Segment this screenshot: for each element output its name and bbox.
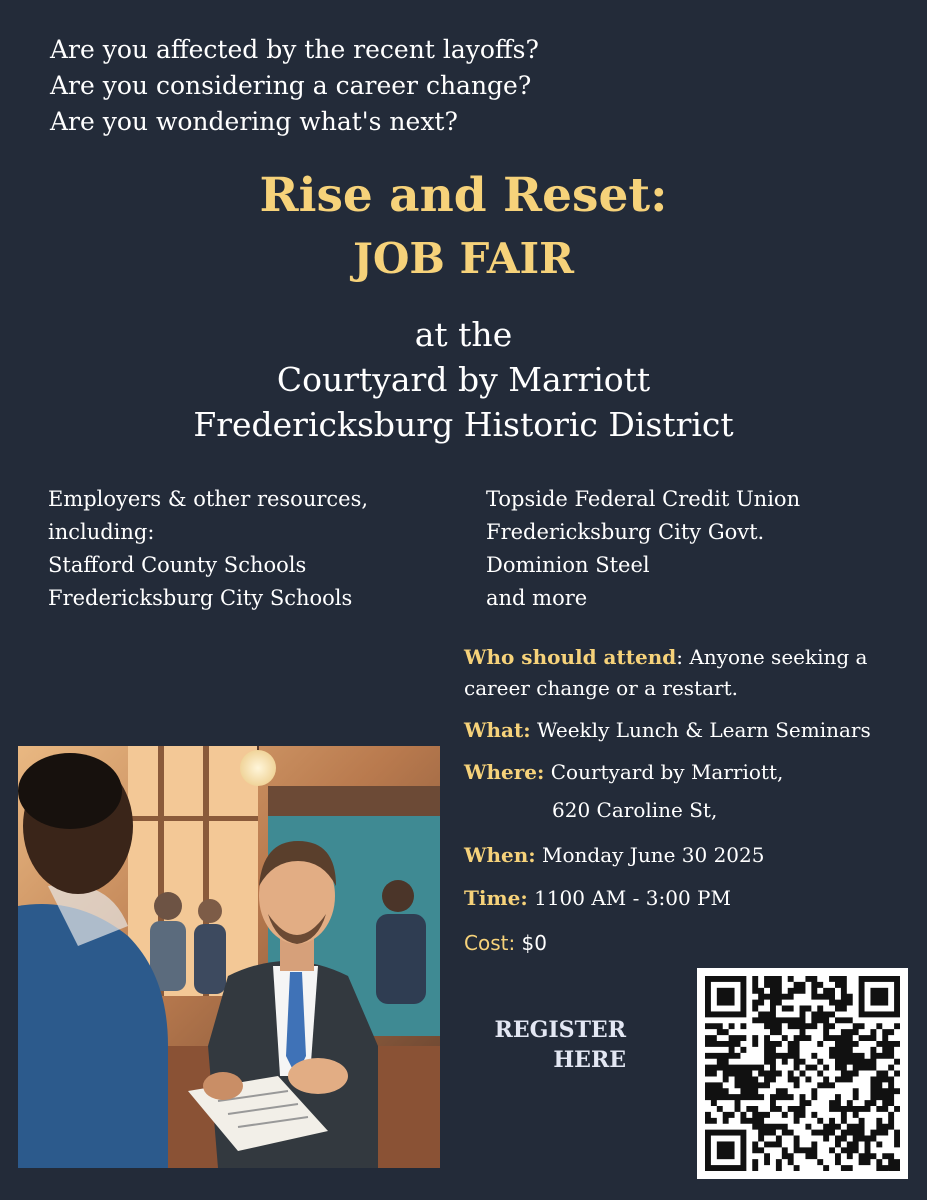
when-label: When: bbox=[464, 843, 536, 867]
venue-block bbox=[0, 312, 927, 447]
who-value-2: career change or a restart. bbox=[464, 676, 738, 700]
when-value: Monday June 30 2025 bbox=[535, 843, 765, 867]
employers-left-line: Stafford County Schools bbox=[48, 553, 307, 577]
who-should-attend-cont bbox=[464, 673, 738, 704]
who-should-attend bbox=[464, 642, 867, 673]
employers-right-line: Fredericksburg City Govt. bbox=[486, 520, 765, 544]
employers-left-line: Employers & other resources, bbox=[48, 487, 369, 511]
register-line-1: REGISTER bbox=[494, 1017, 626, 1043]
employers-right-line: and more bbox=[486, 586, 588, 610]
employers-right-column bbox=[486, 483, 800, 615]
venue-line-3: Fredericksburg Historic District bbox=[193, 405, 734, 444]
qr-code-icon bbox=[697, 968, 908, 1179]
interview-illustration bbox=[18, 746, 440, 1168]
cost-row bbox=[464, 928, 547, 959]
question-1: Are you affected by the recent layoffs? bbox=[50, 35, 539, 64]
employers-left-line: including: bbox=[48, 520, 155, 544]
venue-line-2: Courtyard by Marriott bbox=[276, 360, 651, 399]
interview-scene bbox=[18, 746, 440, 1168]
what-label: What: bbox=[464, 718, 531, 742]
where-row bbox=[464, 757, 783, 788]
who-value: : Anyone seeking a bbox=[676, 645, 868, 669]
register-line-2: HERE bbox=[553, 1047, 626, 1073]
employers-right-line: Topside Federal Credit Union bbox=[486, 487, 801, 511]
register-here-label[interactable] bbox=[470, 1015, 626, 1075]
where-value-2: 620 Caroline St, bbox=[552, 798, 718, 822]
question-2: Are you considering a career change? bbox=[50, 71, 532, 100]
employers-left-line: Fredericksburg City Schools bbox=[48, 586, 353, 610]
cost-label: Cost: bbox=[464, 931, 516, 955]
question-3: Are you wondering what's next? bbox=[50, 107, 458, 136]
employers-left-column bbox=[48, 483, 368, 615]
event-subtitle: JOB FAIR bbox=[352, 234, 575, 283]
what-row bbox=[464, 715, 871, 746]
where-row-cont bbox=[552, 795, 717, 826]
who-label: Who should attend bbox=[464, 645, 677, 669]
where-value: Courtyard by Marriott, bbox=[544, 760, 784, 784]
venue-line-1: at the bbox=[414, 315, 513, 354]
time-row bbox=[464, 883, 731, 914]
time-value: 1100 AM - 3:00 PM bbox=[527, 886, 731, 910]
intro-questions bbox=[50, 32, 539, 140]
time-label: Time: bbox=[464, 886, 528, 910]
employers-right-line: Dominion Steel bbox=[486, 553, 650, 577]
registration-qr-code[interactable] bbox=[697, 968, 908, 1179]
where-label: Where: bbox=[464, 760, 545, 784]
what-value: Weekly Lunch & Learn Seminars bbox=[530, 718, 871, 742]
when-row bbox=[464, 840, 764, 871]
event-title: Rise and Reset: bbox=[259, 168, 668, 223]
cost-value: $0 bbox=[515, 931, 548, 955]
